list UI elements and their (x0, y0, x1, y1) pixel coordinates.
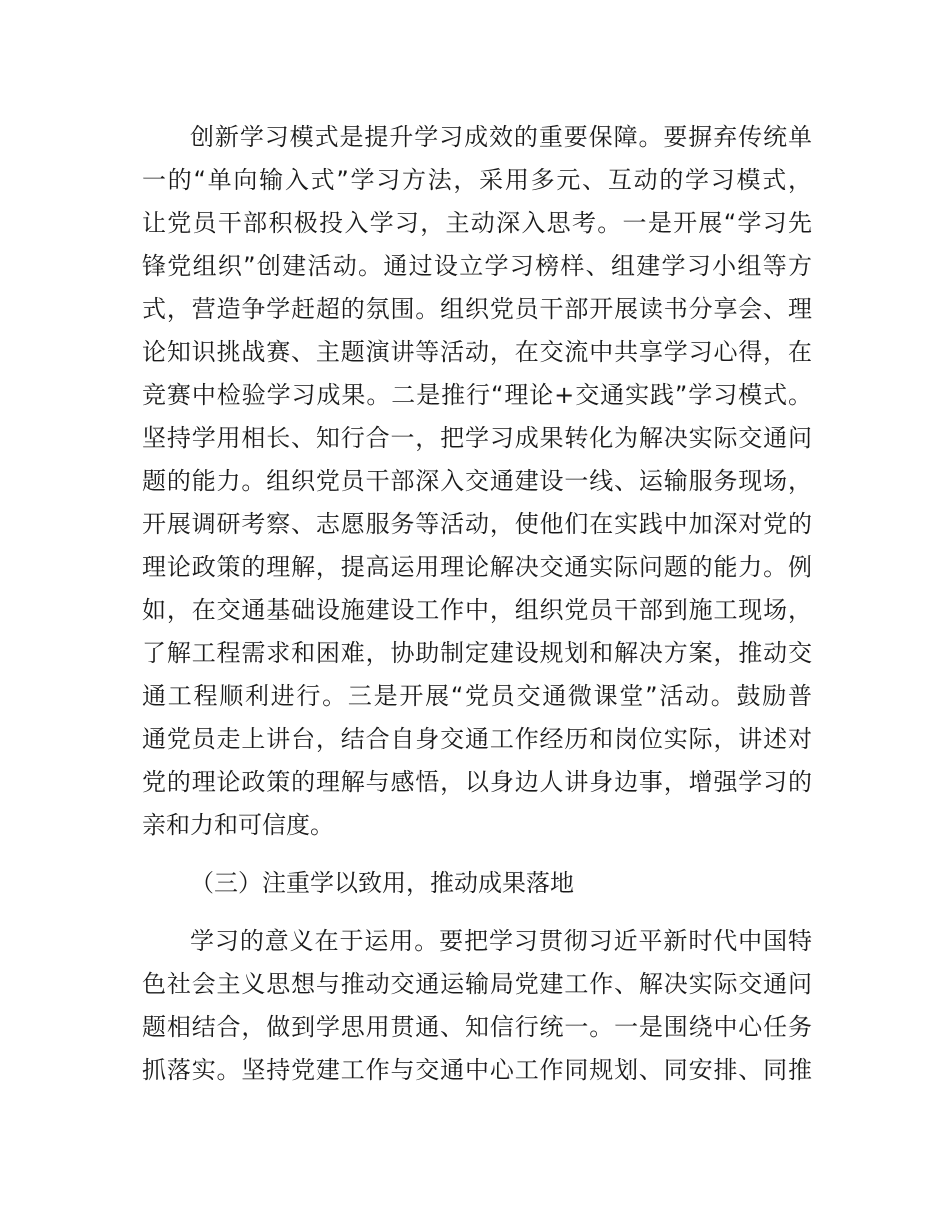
paragraph-1-line-2: 一的“单向输入式”学习方法，采用多元、互动的学习模式， (142, 166, 812, 194)
paragraph-1-line-14: 通工程顺利进行。三是开展“党员交通微课堂”活动。鼓励普 (142, 682, 812, 710)
paragraph-2-line-3: 题相结合，做到学思用贯通、知信行统一。一是围绕中心任务 (142, 1013, 812, 1041)
paragraph-1-line-9: 题的能力。组织党员干部深入交通建设一线、运输服务现场， (142, 467, 812, 495)
paragraph-1-line-3: 让党员干部积极投入学习，主动深入思考。一是开展“学习先 (142, 209, 812, 237)
paragraph-1-line-8: 坚持学用相长、知行合一，把学习成果转化为解决实际交通问 (142, 424, 812, 452)
paragraph-1-line-15: 通党员走上讲台，结合自身交通工作经历和岗位实际，讲述对 (142, 725, 812, 753)
paragraph-1-line-16: 党的理论政策的理解与感悟，以身边人讲身边事，增强学习的 (142, 768, 812, 796)
section-heading: （三）注重学以致用，推动成果落地 (190, 869, 574, 897)
paragraph-2-line-2: 色社会主义思想与推动交通运输局党建工作、解决实际交通问 (142, 970, 812, 998)
paragraph-1-line-17: 亲和力和可信度。 (142, 811, 334, 839)
paragraph-1-line-13: 了解工程需求和困难，协助制定建设规划和解决方案，推动交 (142, 639, 812, 667)
paragraph-1-line-4: 锋党组织”创建活动。通过设立学习榜样、组建学习小组等方 (142, 252, 812, 280)
paragraph-1-line-7: 竞赛中检验学习成果。二是推行“理论+交通实践”学习模式。 (142, 381, 812, 409)
paragraph-1-line-12: 如，在交通基础设施建设工作中，组织党员干部到施工现场， (142, 596, 812, 624)
paragraph-1-line-1: 创新学习模式是提升学习成效的重要保障。要摒弃传统单 (190, 123, 812, 151)
paragraph-1-line-5: 式，营造争学赶超的氛围。组织党员干部开展读书分享会、理 (142, 295, 812, 323)
paragraph-1-line-10: 开展调研考察、志愿服务等活动，使他们在实践中加深对党的 (142, 510, 812, 538)
paragraph-1-line-6: 论知识挑战赛、主题演讲等活动，在交流中共享学习心得，在 (142, 338, 812, 366)
paragraph-1-line-11: 理论政策的理解，提高运用理论解决交通实际问题的能力。例 (142, 553, 812, 581)
paragraph-2-line-4: 抓落实。坚持党建工作与交通中心工作同规划、同安排、同推 (142, 1056, 812, 1084)
paragraph-2-line-1: 学习的意义在于运用。要把学习贯彻习近平新时代中国特 (190, 927, 812, 955)
